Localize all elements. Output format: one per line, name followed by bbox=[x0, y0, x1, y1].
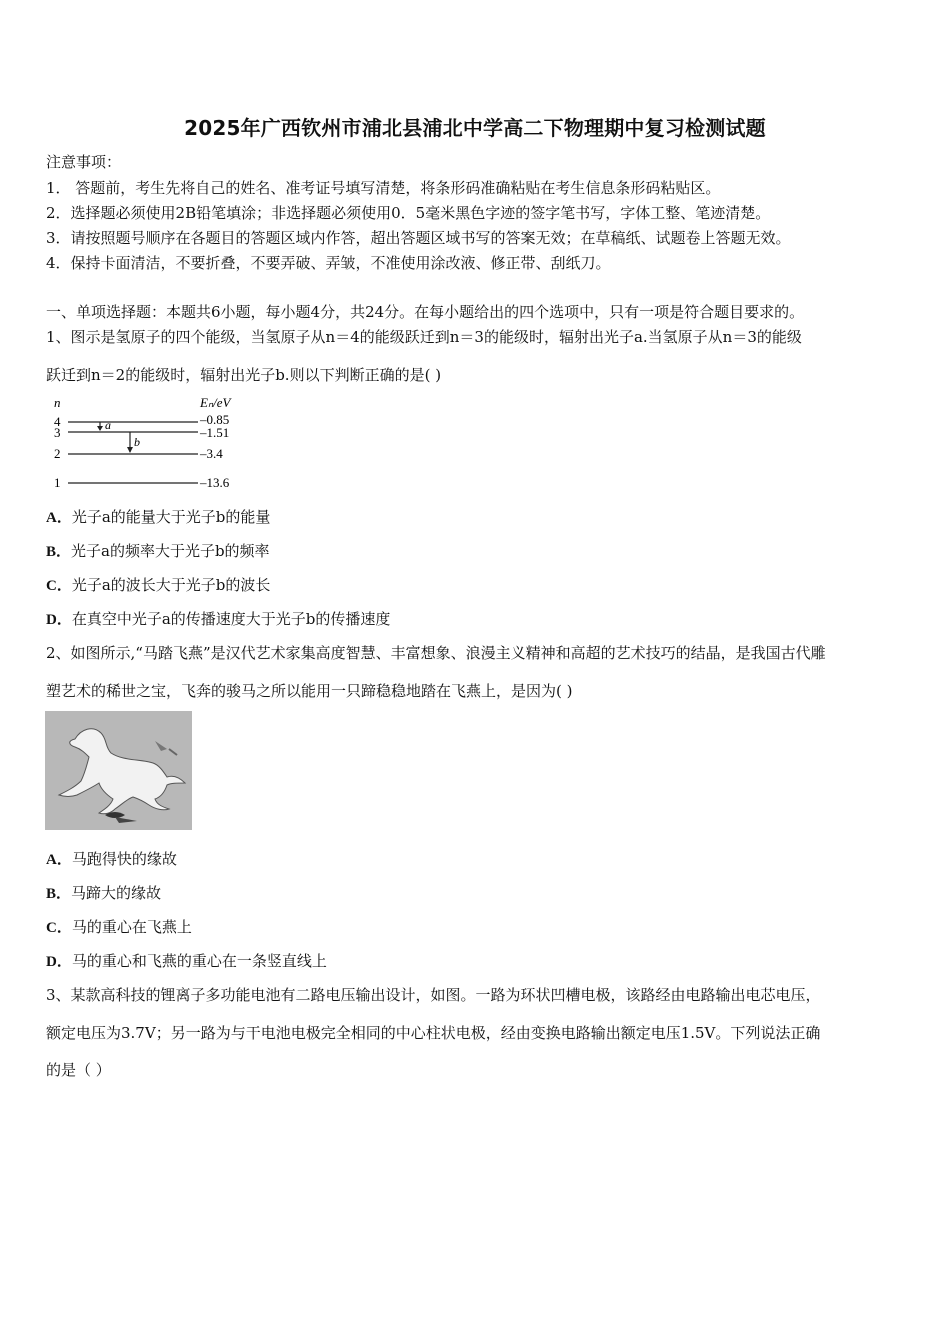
q1-option-b: B．光子a的频率大于光子b的频率 bbox=[46, 542, 270, 560]
q1-option-d: D．在真空中光子a的传播速度大于光子b的传播速度 bbox=[46, 610, 391, 628]
notice-heading: 注意事项： bbox=[46, 153, 122, 171]
level-n-1: 1 bbox=[54, 475, 61, 490]
q1-option-a: A．光子a的能量大于光子b的能量 bbox=[46, 508, 271, 526]
q2-option-b: B．马蹄大的缘故 bbox=[46, 884, 162, 902]
level-e-2: –3.4 bbox=[200, 446, 223, 461]
notice-item-3: 3．请按照题号顺序在各题目的答题区域内作答，超出答题区域书写的答案无效；在草稿纸、试题卷上答题无效。 bbox=[46, 229, 791, 247]
q3-stem-line2: 额定电压为3.7V；另一路为与干电池电极完全相同的中心柱状电极，经由变换电路输出额定电压1.5V。下列说法正确 bbox=[46, 1024, 821, 1042]
photon-a-label: a bbox=[105, 418, 111, 432]
q2-stem-line2: 塑艺术的稀世之宝，飞奔的骏马之所以能用一只蹄稳稳地踏在飞燕上，是因为( ) bbox=[46, 682, 573, 700]
energy-level-diagram bbox=[48, 395, 248, 495]
photon-b-label: b bbox=[134, 435, 140, 449]
level-n-3: 3 bbox=[54, 425, 61, 440]
q2-option-c: C．马的重心在飞燕上 bbox=[46, 918, 192, 936]
level-e-3: –1.51 bbox=[200, 425, 230, 440]
notice-item-2: 2．选择题必须使用2B铅笔填涂；非选择题必须使用0．5毫米黑色字迹的签字笔书写，字体工整、笔迹清楚。 bbox=[46, 204, 771, 222]
section-heading: 一、单项选择题：本题共6小题，每小题4分，共24分。在每小题给出的四个选项中，只有一项是符合题目要求的。 bbox=[46, 303, 805, 321]
q2-stem-line1: 2、如图所示,“马踏飞燕”是汉代艺术家集高度智慧、丰富想象、浪漫主义精神和高超的艺术技巧的结晶，是我国古代雕 bbox=[46, 644, 826, 662]
photon-b-arrowhead bbox=[127, 447, 133, 453]
q3-stem-line1: 3、某款高科技的锂离子多功能电池有二路电压输出设计，如图。一路为环状凹槽电极，该路经由电路输出电芯电压， bbox=[46, 986, 821, 1004]
energy-axis-label: Eₙ/eV bbox=[200, 395, 231, 410]
notice-item-4: 4．保持卡面清洁，不要折叠，不要弄破、弄皱，不准使用涂改液、修正带、刮纸刀。 bbox=[46, 254, 611, 272]
level-e-4: –0.85 bbox=[200, 412, 230, 427]
q3-stem-line3: 的是（ ） bbox=[46, 1061, 111, 1079]
q1-stem-line1: 1、图示是氢原子的四个能级，当氢原子从n＝4的能级跃迁到n＝3的能级时，辐射出光子a.当氢原子从n＝3的能级 bbox=[46, 328, 802, 346]
q2-option-d: D．马的重心和飞燕的重心在一条竖直线上 bbox=[46, 952, 327, 970]
q1-option-c: C．光子a的波长大于光子b的波长 bbox=[46, 576, 271, 594]
notice-item-1: 1． 答题前，考生先将自己的姓名、准考证号填写清楚，将条形码准确粘贴在考生信息条形码粘贴区。 bbox=[46, 179, 721, 197]
level-n-2: 2 bbox=[54, 446, 61, 461]
horse-sculpture-image bbox=[45, 711, 192, 830]
level-n-4: 4 bbox=[54, 414, 61, 429]
level-e-1: –13.6 bbox=[200, 475, 230, 490]
q2-option-a: A．马跑得快的缘故 bbox=[46, 850, 177, 868]
n-axis-label: n bbox=[54, 395, 61, 410]
photon-a-arrowhead bbox=[97, 426, 103, 431]
q1-stem-line2: 跃迁到n＝2的能级时，辐射出光子b.则以下判断正确的是( ) bbox=[46, 366, 442, 384]
page-title: 2025年广西钦州市浦北县浦北中学高二下物理期中复习检测试题 bbox=[184, 116, 766, 140]
